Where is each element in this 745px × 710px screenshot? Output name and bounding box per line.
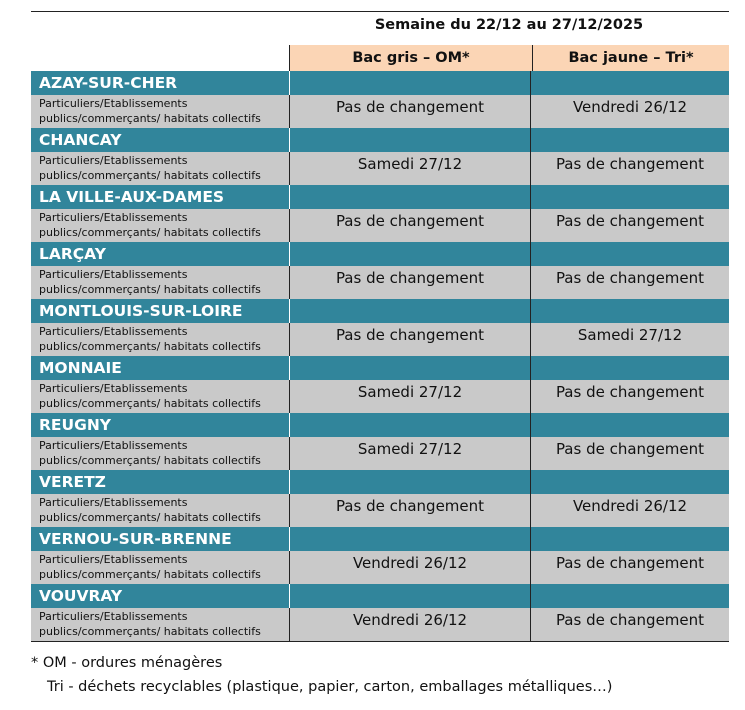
commune-name-row [31, 242, 729, 266]
commune-block [31, 71, 729, 128]
table-row [31, 608, 729, 641]
table-row [31, 323, 729, 356]
commune-block [31, 356, 729, 413]
om-collection-day: Pas de changement [289, 209, 531, 242]
om-collection-day: Samedi 27/12 [289, 437, 531, 470]
om-collection-day: Pas de changement [289, 323, 531, 356]
commune-name: MONNAIE [39, 359, 122, 377]
commune-name-row [31, 413, 729, 437]
row-description-line2: publics/commerçants/ habitats collectifs [39, 112, 261, 125]
commune-block [31, 470, 729, 527]
row-description-line1: Particuliers/Etablissements [39, 268, 188, 281]
row-description-line2: publics/commerçants/ habitats collectifs [39, 340, 261, 353]
commune-rows [31, 71, 729, 641]
commune-name-spacer [289, 185, 531, 209]
commune-name-spacer [289, 242, 531, 266]
commune-block [31, 242, 729, 299]
row-description-line2: publics/commerçants/ habitats collectifs [39, 511, 261, 524]
row-description-line2: publics/commerçants/ habitats collectifs [39, 454, 261, 467]
week-period-heading: Semaine du 22/12 au 27/12/2025 [374, 17, 644, 33]
row-description-line2: publics/commerçants/ habitats collectifs [39, 169, 261, 182]
om-collection-day: Pas de changement [289, 494, 531, 527]
commune-name-row [31, 584, 729, 608]
tri-collection-day: Pas de changement [555, 269, 705, 287]
row-description-line2: publics/commerçants/ habitats collectifs [39, 625, 261, 638]
om-collection-day: Pas de changement [289, 266, 531, 299]
table-row [31, 551, 729, 584]
row-description-line1: Particuliers/Etablissements [39, 211, 188, 224]
commune-name-row [31, 185, 729, 209]
commune-block [31, 584, 729, 641]
table-header-columns [31, 45, 729, 71]
column-header-tri: Bac jaune – Tri* [533, 45, 729, 71]
commune-name-row [31, 299, 729, 323]
row-description-line1: Particuliers/Etablissements [39, 610, 188, 623]
tri-collection-day: Pas de changement [555, 155, 705, 173]
row-description [31, 437, 289, 470]
row-description-line1: Particuliers/Etablissements [39, 154, 188, 167]
tri-collection-day: Vendredi 26/12 [572, 497, 688, 515]
commune-name-spacer [289, 299, 531, 323]
row-description [31, 95, 289, 128]
header-blank-cell [31, 45, 289, 71]
commune-name-spacer [289, 71, 531, 95]
row-description [31, 551, 289, 584]
tri-collection-day: Vendredi 26/12 [572, 98, 688, 116]
row-description [31, 266, 289, 299]
row-description-line2: publics/commerçants/ habitats collectifs [39, 283, 261, 296]
tri-collection-day: Pas de changement [555, 440, 705, 458]
commune-name-row [31, 71, 729, 95]
commune-name-spacer [289, 527, 531, 551]
commune-block [31, 527, 729, 584]
table-header-period-row [31, 11, 729, 45]
table-row [31, 95, 729, 128]
commune-name: VOUVRAY [39, 587, 123, 605]
tri-collection-day: Pas de changement [555, 212, 705, 230]
row-description [31, 380, 289, 413]
commune-name: VERNOU-SUR-BRENNE [39, 530, 232, 548]
commune-block [31, 128, 729, 185]
tri-collection-day: Pas de changement [555, 611, 705, 629]
table-row [31, 494, 729, 527]
table-row [31, 437, 729, 470]
row-description-line1: Particuliers/Etablissements [39, 325, 188, 338]
commune-name-spacer [289, 413, 531, 437]
table-row [31, 380, 729, 413]
commune-name: AZAY-SUR-CHER [39, 74, 178, 92]
row-description-line1: Particuliers/Etablissements [39, 97, 188, 110]
collection-schedule-table [31, 11, 729, 642]
row-description [31, 494, 289, 527]
commune-block [31, 413, 729, 470]
footnote-tri: Tri - déchets recyclables (plastique, papier, carton, emballages métalliques…) [47, 679, 613, 695]
commune-name-spacer [289, 470, 531, 494]
commune-name: VERETZ [39, 473, 106, 491]
commune-name: MONTLOUIS-SUR-LOIRE [39, 302, 243, 320]
om-collection-day: Samedi 27/12 [289, 380, 531, 413]
row-description [31, 323, 289, 356]
footnotes [31, 651, 612, 699]
om-collection-day: Vendredi 26/12 [289, 608, 531, 641]
table-row [31, 152, 729, 185]
commune-name: LARÇAY [39, 245, 106, 263]
commune-name: CHANCAY [39, 131, 122, 149]
row-description-line2: publics/commerçants/ habitats collectifs [39, 226, 261, 239]
row-description-line1: Particuliers/Etablissements [39, 439, 188, 452]
table-bottom-border [31, 641, 729, 642]
footnote-om: * OM - ordures ménagères [31, 655, 223, 671]
row-description [31, 608, 289, 641]
commune-name-row [31, 128, 729, 152]
row-description-line2: publics/commerçants/ habitats collectifs [39, 397, 261, 410]
commune-name-spacer [289, 128, 531, 152]
column-header-om: Bac gris – OM* [289, 45, 533, 71]
commune-name: REUGNY [39, 416, 112, 434]
commune-name-spacer [289, 584, 531, 608]
commune-name-row [31, 527, 729, 551]
tri-collection-day: Pas de changement [555, 554, 705, 572]
om-collection-day: Pas de changement [289, 95, 531, 128]
row-description-line1: Particuliers/Etablissements [39, 382, 188, 395]
table-row [31, 266, 729, 299]
tri-collection-day: Samedi 27/12 [577, 326, 683, 344]
row-description-line2: publics/commerçants/ habitats collectifs [39, 568, 261, 581]
table-row [31, 209, 729, 242]
row-description [31, 209, 289, 242]
commune-name-row [31, 356, 729, 380]
row-description [31, 152, 289, 185]
commune-name: LA VILLE-AUX-DAMES [39, 188, 225, 206]
tri-collection-day: Pas de changement [555, 383, 705, 401]
om-collection-day: Samedi 27/12 [289, 152, 531, 185]
commune-block [31, 299, 729, 356]
commune-name-spacer [289, 356, 531, 380]
row-description-line1: Particuliers/Etablissements [39, 496, 188, 509]
om-collection-day: Vendredi 26/12 [289, 551, 531, 584]
row-description-line1: Particuliers/Etablissements [39, 553, 188, 566]
commune-block [31, 185, 729, 242]
commune-name-row [31, 470, 729, 494]
